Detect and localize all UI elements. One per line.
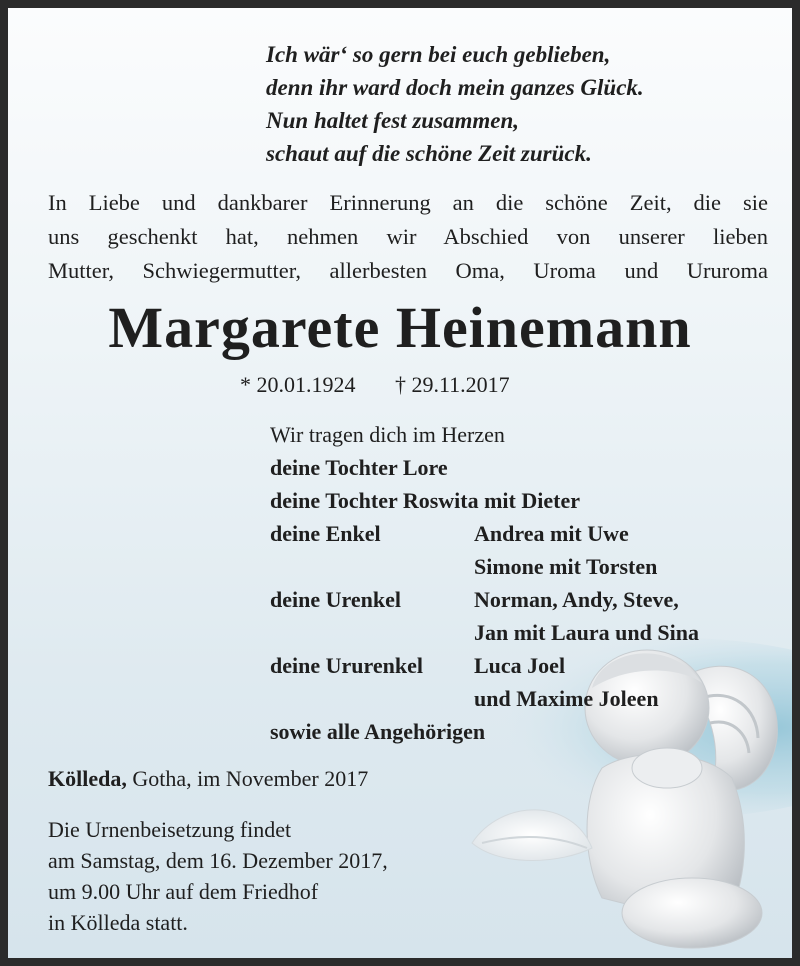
burial-line: in Kölleda statt.: [48, 910, 188, 935]
spacer: [270, 550, 474, 583]
town: Kölleda,: [48, 766, 127, 791]
burial-line: Die Urnenbeisetzung findet: [48, 817, 292, 842]
place-rest: Gotha, im November 2017: [126, 766, 369, 791]
intro-line: uns geschenkt hat, nehmen wir Abschied von unserer lieben: [48, 224, 768, 249]
intro-line: Mutter, Schwiegermutter, allerbesten Oma, Uroma und Ururoma: [48, 258, 768, 283]
heart-line-text: Wir tragen dich im Herzen: [270, 422, 505, 447]
mourner-row: [270, 583, 699, 616]
mourner-row: [270, 682, 699, 715]
great-great-grandchildren-name: Luca Joel: [474, 653, 566, 678]
place-and-date: [48, 766, 368, 792]
deceased-name: Margarete Heinemann: [108, 295, 692, 360]
heart-line: [270, 418, 699, 451]
intro-text: [48, 186, 768, 288]
poem-line: schaut auf die schöne Zeit zurück.: [266, 141, 592, 166]
mourner-row: [270, 484, 699, 517]
mourner-row: [270, 649, 699, 682]
burial-line: am Samstag, dem 16. Dezember 2017,: [48, 848, 388, 873]
spacer: [270, 682, 474, 715]
mourner-row: [270, 451, 699, 484]
burial-line: um 9.00 Uhr auf dem Friedhof: [48, 879, 319, 904]
intro-line: In Liebe und dankbarer Erinnerung an die schöne Zeit, die sie: [48, 190, 768, 215]
relatives: sowie alle Angehörigen: [270, 719, 486, 744]
great-great-grandchildren-label: deine Ururenkel: [270, 653, 423, 678]
great-grandchildren-name: Jan mit Laura und Sina: [474, 620, 699, 645]
burial-notice: [48, 814, 388, 938]
life-dates: [240, 372, 510, 398]
mourner-row: [270, 550, 699, 583]
mourner-row: [270, 715, 699, 748]
death-date: † 29.11.2017: [395, 372, 510, 397]
great-grandchildren-label: deine Urenkel: [270, 587, 401, 612]
grandchildren-name: Simone mit Torsten: [474, 554, 658, 579]
poem-line: denn ihr ward doch mein ganzes Glück.: [266, 75, 644, 100]
mourner-row: [270, 616, 699, 649]
great-great-grandchildren-name: und Maxime Joleen: [474, 686, 659, 711]
great-grandchildren-name: Norman, Andy, Steve,: [474, 587, 679, 612]
mourners-list: [270, 418, 699, 748]
poem-line: Nun haltet fest zusammen,: [266, 108, 520, 133]
spacer: [270, 616, 474, 649]
daughter-roswita: deine Tochter Roswita mit Dieter: [270, 488, 580, 513]
poem-line: Ich wär‘ so gern bei euch geblieben,: [266, 42, 611, 67]
birth-date: * 20.01.1924: [240, 372, 356, 397]
poem: [266, 38, 644, 170]
mourner-row: [270, 517, 699, 550]
grandchildren-name: Andrea mit Uwe: [474, 521, 629, 546]
grandchildren-label: deine Enkel: [270, 521, 381, 546]
daughter-lore: deine Tochter Lore: [270, 455, 448, 480]
